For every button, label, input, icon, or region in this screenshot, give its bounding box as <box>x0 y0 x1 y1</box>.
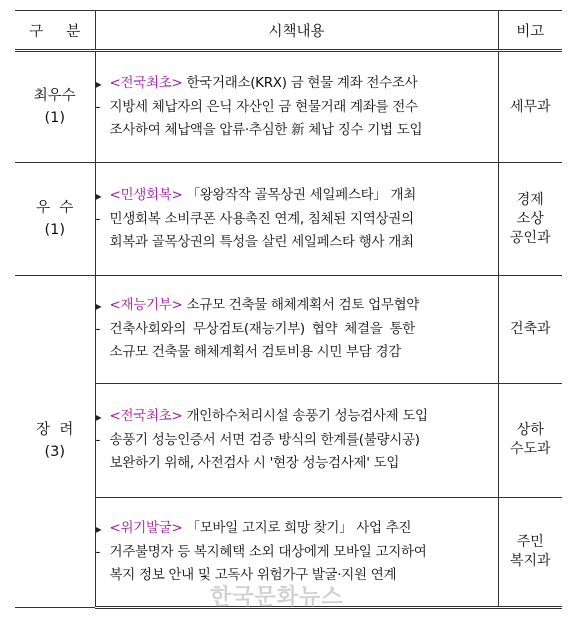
arrow-icon: ▶ <box>95 192 102 202</box>
policy-tag: <민생회복> <box>109 187 183 204</box>
remark-line: 경제 <box>516 191 544 208</box>
policy-desc-1: 민생회복 소비쿠폰 사용촉진 연계, 침체된 지역상권의 <box>109 211 414 228</box>
category-count: (1) <box>44 222 66 239</box>
header-remark: 비고 <box>498 11 562 51</box>
table-row <box>15 275 562 383</box>
remark-cell <box>498 497 562 607</box>
policy-title: 소규모 건축물 해체계획서 검토 업무협약 <box>182 297 420 314</box>
policy-desc-2: 회복과 골목상권의 특성을 살린 세일페스타 행사 개최 <box>109 234 414 251</box>
policy-desc-2: 조사하여 체납액을 압류·추심한 新 체납 징수 기법 도입 <box>109 122 423 139</box>
dash-mark: - <box>95 211 101 228</box>
remark-cell <box>498 275 562 383</box>
category-label: 우 수 <box>36 200 74 217</box>
policy-tag: <전국최초> <box>109 408 183 425</box>
remark-line: 수도과 <box>509 441 551 458</box>
remark-cell <box>498 51 562 163</box>
content-cell <box>95 275 498 383</box>
policy-tag: <전국최초> <box>109 75 183 92</box>
remark-line: 상하 <box>516 422 544 439</box>
policy-desc-2: 보완하기 위해, 사전검사 시 '현장 성능검사제' 도입 <box>109 455 400 472</box>
awards-table <box>15 10 562 609</box>
table-row <box>15 384 562 497</box>
content-cell <box>95 51 498 163</box>
policy-title: 개인하수처리시설 송풍기 성능검사제 도입 <box>182 408 428 425</box>
remark-cell <box>498 163 562 275</box>
dash-mark: - <box>95 543 101 560</box>
policy-desc-2: 복지 정보 안내 및 고독사 위험가구 발굴·지원 연계 <box>109 566 397 583</box>
category-count: (1) <box>44 110 66 127</box>
policy-desc-2: 소규모 건축물 해체계획서 검토비용 시민 부담 경감 <box>109 344 402 361</box>
table-row <box>15 497 562 607</box>
remark-line: 복지과 <box>509 552 551 569</box>
dash-mark: - <box>95 321 101 338</box>
header-content: 시책내용 <box>95 11 498 51</box>
watermark: 한국문화뉴스 <box>210 585 344 610</box>
header-row <box>15 11 562 51</box>
table-row <box>15 163 562 275</box>
category-label: 최우수 <box>33 88 76 105</box>
table-row <box>15 51 562 163</box>
policy-desc-1: 송풍기 성능인증서 서면 검증 방식의 한계를(불량시공) <box>109 432 420 449</box>
policy-title: 한국거래소(KRX) 금 현물 계좌 전수조사 <box>182 75 418 92</box>
arrow-icon: ▶ <box>95 413 102 423</box>
remark-line: 세무과 <box>509 98 551 115</box>
remark-line: 공인과 <box>509 229 551 246</box>
arrow-icon: ▶ <box>95 80 102 90</box>
arrow-icon: ▶ <box>95 524 102 534</box>
arrow-icon: ▶ <box>95 302 102 312</box>
remark-line: 소상 <box>516 210 544 227</box>
category-cell <box>15 163 95 275</box>
header-category: 구 분 <box>15 11 95 51</box>
content-cell <box>95 384 498 497</box>
policy-title: 「모바일 고지로 희망 찾기」 사업 추진 <box>182 519 412 536</box>
remark-line: 주민 <box>516 533 544 550</box>
policy-desc-1: 거주불명자 등 복지혜택 소외 대상에게 모바일 고지하여 <box>109 543 427 560</box>
remark-line: 건축과 <box>509 320 551 337</box>
dash-mark: - <box>95 432 101 449</box>
category-cell <box>15 51 95 163</box>
policy-tag: <재능기부> <box>109 297 183 314</box>
remark-cell <box>498 384 562 497</box>
dash-mark: - <box>95 99 101 116</box>
category-cell <box>15 275 95 607</box>
policy-tag: <위기발굴> <box>109 519 183 536</box>
category-count: (3) <box>44 444 66 461</box>
policy-title: 「왕왕작작 골목상권 세일페스타」 개최 <box>182 187 416 204</box>
category-label: 장 려 <box>36 422 74 439</box>
policy-desc-1: 지방세 체납자의 은닉 자산인 금 현물거래 계좌를 전수 <box>109 99 418 116</box>
content-cell <box>95 163 498 275</box>
policy-desc-1: 건축사회와의 무상검토(재능기부) 협약 체결을 통한 <box>109 321 415 338</box>
content-cell <box>95 497 498 607</box>
